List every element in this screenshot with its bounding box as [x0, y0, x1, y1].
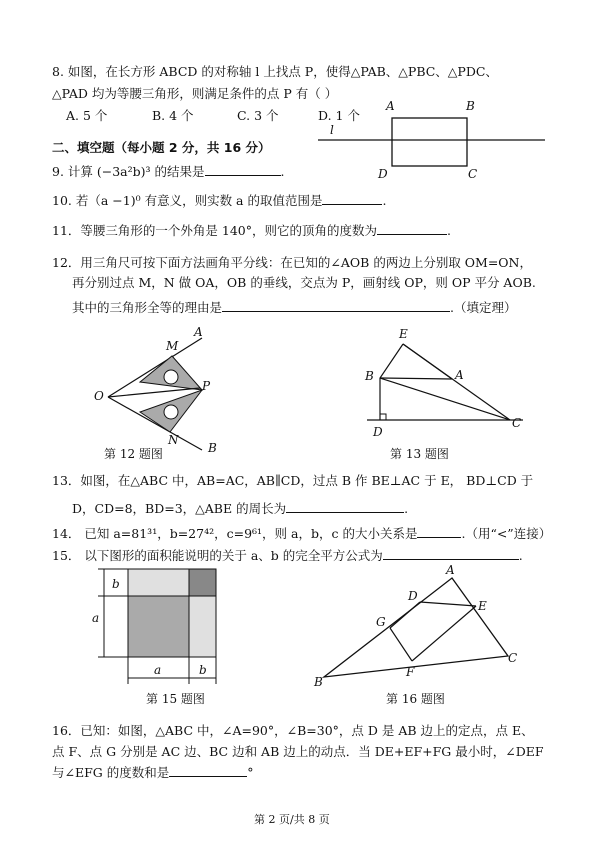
q8-option-b: B. 4 个	[152, 108, 194, 123]
fig15-label-a-bottom: a	[154, 663, 162, 677]
fig15-square-figure	[90, 566, 230, 691]
fig13-label-c: C	[512, 416, 522, 430]
q8-line2: △PAD 均为等腰三角形，则满足条件的点 P 有（ ）	[52, 86, 338, 101]
q13-line1: 13．如图，在△ABC 中，AB=AC，AB∥CD，过点 B 作 BE⊥AC 于 E， BD⊥CD 于	[52, 473, 534, 488]
fig15-caption: 第 15 题图	[146, 692, 205, 706]
q16-line2: 点 F、点 G 分别是 AC 边、BC 边和 AB 边上的动点．当 DE+EF+FG 最小时，∠DEF	[52, 744, 544, 759]
fig15-label-b-left: b	[112, 577, 120, 591]
fig13-label-b: B	[365, 369, 374, 383]
fig16-label-a: A	[446, 563, 455, 577]
fig16-label-b: B	[314, 675, 323, 689]
q8-label-l: l	[330, 123, 334, 137]
q10-text: 10. 若（a −1)⁰ 有意义，则实数 a 的取值范围是 .	[52, 193, 387, 208]
fig12-label-m: M	[166, 339, 179, 353]
q16-line3: 与∠EFG 的度数和是 °	[52, 765, 254, 780]
q8-label-c: C	[468, 167, 478, 181]
q8-option-a: A. 5 个	[66, 108, 108, 123]
q8-option-c: C. 3 个	[237, 108, 279, 123]
page-footer: 第 2 页/共 8 页	[254, 813, 330, 826]
fig13-label-a: A	[455, 368, 464, 382]
q13-line2: D，CD=8，BD=3，△ABE 的周长为 .	[72, 501, 409, 516]
q14-text: 14． 已知 a=81³¹，b=27⁴²，c=9⁶¹，则 a，b，c 的大小关系是 .（用“<”连接）	[52, 526, 552, 541]
fig13-caption: 第 13 题图	[390, 447, 449, 461]
fig16-label-f: F	[406, 665, 415, 679]
q8-label-a: A	[386, 99, 395, 113]
fig13-label-d: D	[373, 425, 383, 439]
q11-text: 11．等腰三角形的一个外角是 140°，则它的顶角的度数为 .	[52, 223, 451, 238]
q8-line1: 8. 如图，在长方形 ABCD 的对称轴 l 上找点 P，使得△PAB、△PBC、△PDC、	[52, 64, 498, 79]
q8-label-d: D	[378, 167, 388, 181]
fig12-label-p: P	[202, 379, 211, 393]
fig16-label-d: D	[408, 589, 418, 603]
fig12-label-n: N	[168, 433, 179, 447]
q9-text: 9. 计算 (−3a²b)³ 的结果是 .	[52, 164, 285, 179]
fig12-label-a: A	[194, 325, 203, 339]
q12-line3: 其中的三角形全等的理由是 .（填定理）	[72, 300, 517, 315]
section-title: 二、填空题（每小题 2 分，共 16 分）	[52, 140, 271, 155]
fig16-label-g: G	[376, 615, 386, 629]
fig16-label-e: E	[478, 599, 487, 613]
q12-line2: 再分别过点 M，N 做 OA，OB 的垂线，交点为 P，画射线 OP，则 OP 平分 AOB.	[72, 275, 536, 290]
q8-option-d: D. 1 个	[318, 108, 360, 123]
fig15-label-a-left: a	[92, 611, 100, 625]
q12-line1: 12．用三角尺可按下面方法画角平分线：在已知的∠AOB 的两边上分别取 OM=ON，	[52, 255, 532, 270]
fig15-label-b-bottom: b	[199, 663, 207, 677]
fig12-caption: 第 12 题图	[104, 447, 163, 461]
fig16-triangle-figure	[310, 560, 535, 690]
fig12-label-o: O	[94, 389, 104, 403]
q8-rectangle-figure	[310, 92, 550, 184]
fig16-caption: 第 16 题图	[386, 692, 445, 706]
fig13-triangle-figure	[355, 322, 530, 444]
q16-line1: 16．已知：如图，△ABC 中，∠A=90°，∠B=30°，点 D 是 AB 边上的定点，点 E、	[52, 723, 534, 738]
q8-label-b: B	[466, 99, 475, 113]
fig12-triangle-ruler-figure	[88, 320, 228, 455]
q15-text: 15． 以下图形的面积能说明的关于 a、b 的完全平方公式为 .	[52, 548, 523, 563]
fig12-label-b: B	[208, 441, 217, 455]
fig16-label-c: C	[508, 651, 518, 665]
fig13-label-e: E	[399, 327, 408, 341]
